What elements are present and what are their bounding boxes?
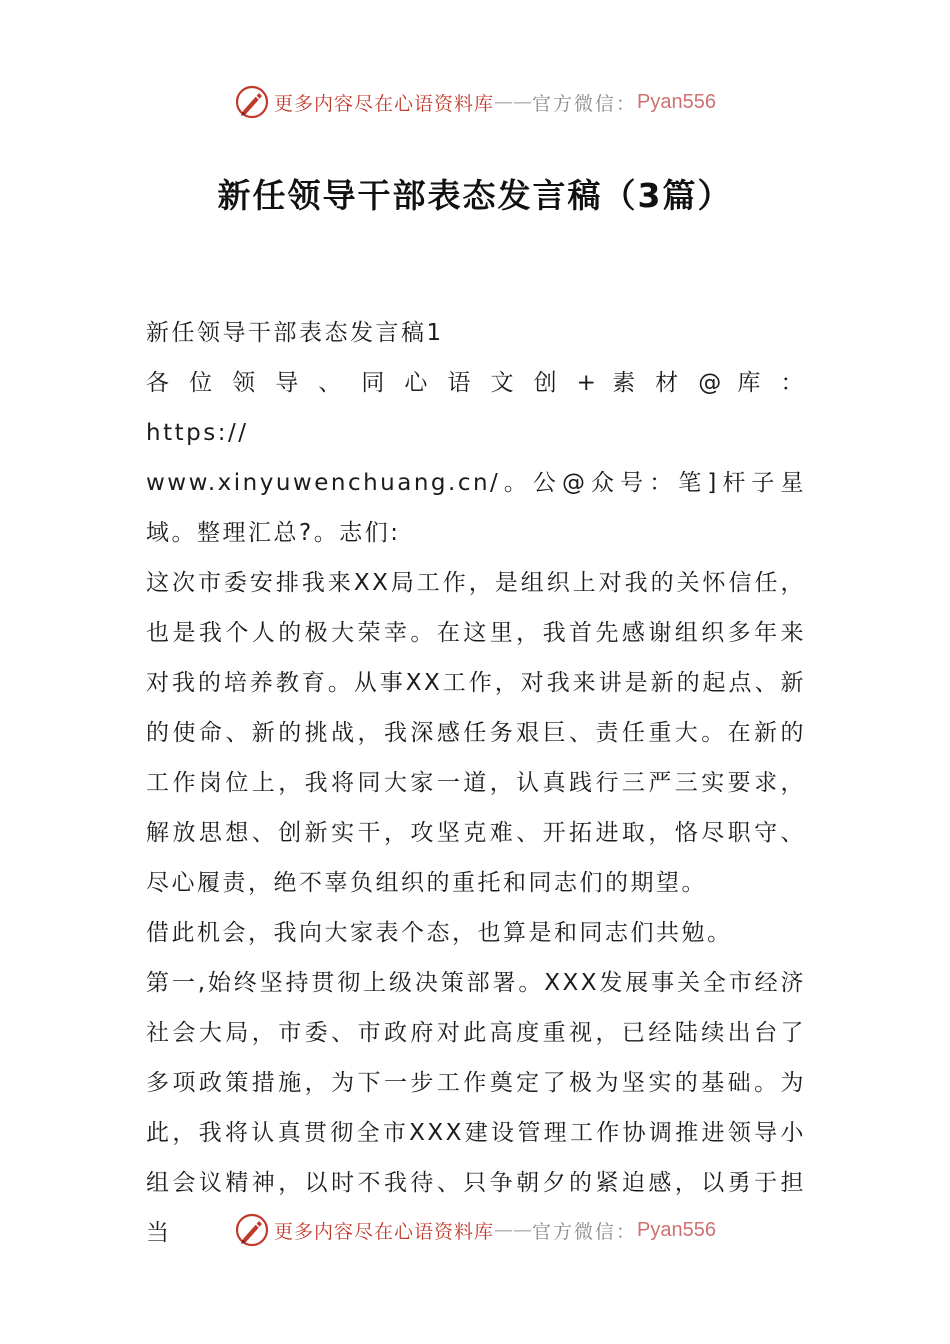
watermark-footer — [0, 1208, 950, 1252]
pen-logo-icon — [234, 1212, 270, 1248]
watermark-id: Pyan556 — [637, 1218, 716, 1241]
document-title: 新任领导干部表态发言稿（3篇） — [217, 176, 733, 215]
document-body — [146, 308, 806, 1258]
watermark-official-label: 官方微信： — [532, 1220, 638, 1243]
watermark-header — [0, 80, 950, 124]
url-line: www.xinyuwenchuang.cn/。公@众号：笔]杆子星域。整理汇总?。志们: — [146, 470, 806, 546]
paragraph-3: 第一,始终坚持贯彻上级决策部署。XXX发展事关全市经济社会大局，市委、市政府对此高度重视，已经陆续出台了多项政策措施，为下一步工作奠定了极为坚实的基础。为此，我将认真贯彻全市XXX建设管理工作协调推进领导小组会议精神，以时不我待、只争朝夕的紧迫感，以勇于担当 — [146, 970, 806, 1246]
watermark-text: 更多内容尽在心语资料库 — [274, 1220, 495, 1243]
paragraph-2: 借此机会，我向大家表个态，也算是和同志们共勉。 — [146, 920, 733, 946]
watermark-dash: —— — [494, 91, 533, 113]
greeting-line: 各 位 领 导 、 同 心 语 文 创 + 素 材 @ 库 ： https:// — [146, 370, 806, 446]
pen-logo-icon — [234, 84, 270, 120]
watermark-official-label: 官方微信： — [532, 92, 638, 115]
watermark-text: 更多内容尽在心语资料库 — [274, 92, 495, 115]
watermark-dash: —— — [494, 1219, 533, 1241]
section-heading: 新任领导干部表态发言稿1 — [146, 320, 444, 346]
paragraph-1: 这次市委安排我来XX局工作，是组织上对我的关怀信任，也是我个人的极大荣幸。在这里，我首先感谢组织多年来对我的培养教育。从事XX工作，对我来讲是新的起点、新的使命、新的挑战，我深感任务艰巨、责任重大。在新的工作岗位上，我将同大家一道，认真践行三严三实要求，解放思想、创新实干，攻坚克难、开拓进取，恪尽职守、尽心履责，绝不辜负组织的重托和同志们的期望。 — [146, 570, 806, 896]
watermark-id: Pyan556 — [637, 90, 716, 113]
